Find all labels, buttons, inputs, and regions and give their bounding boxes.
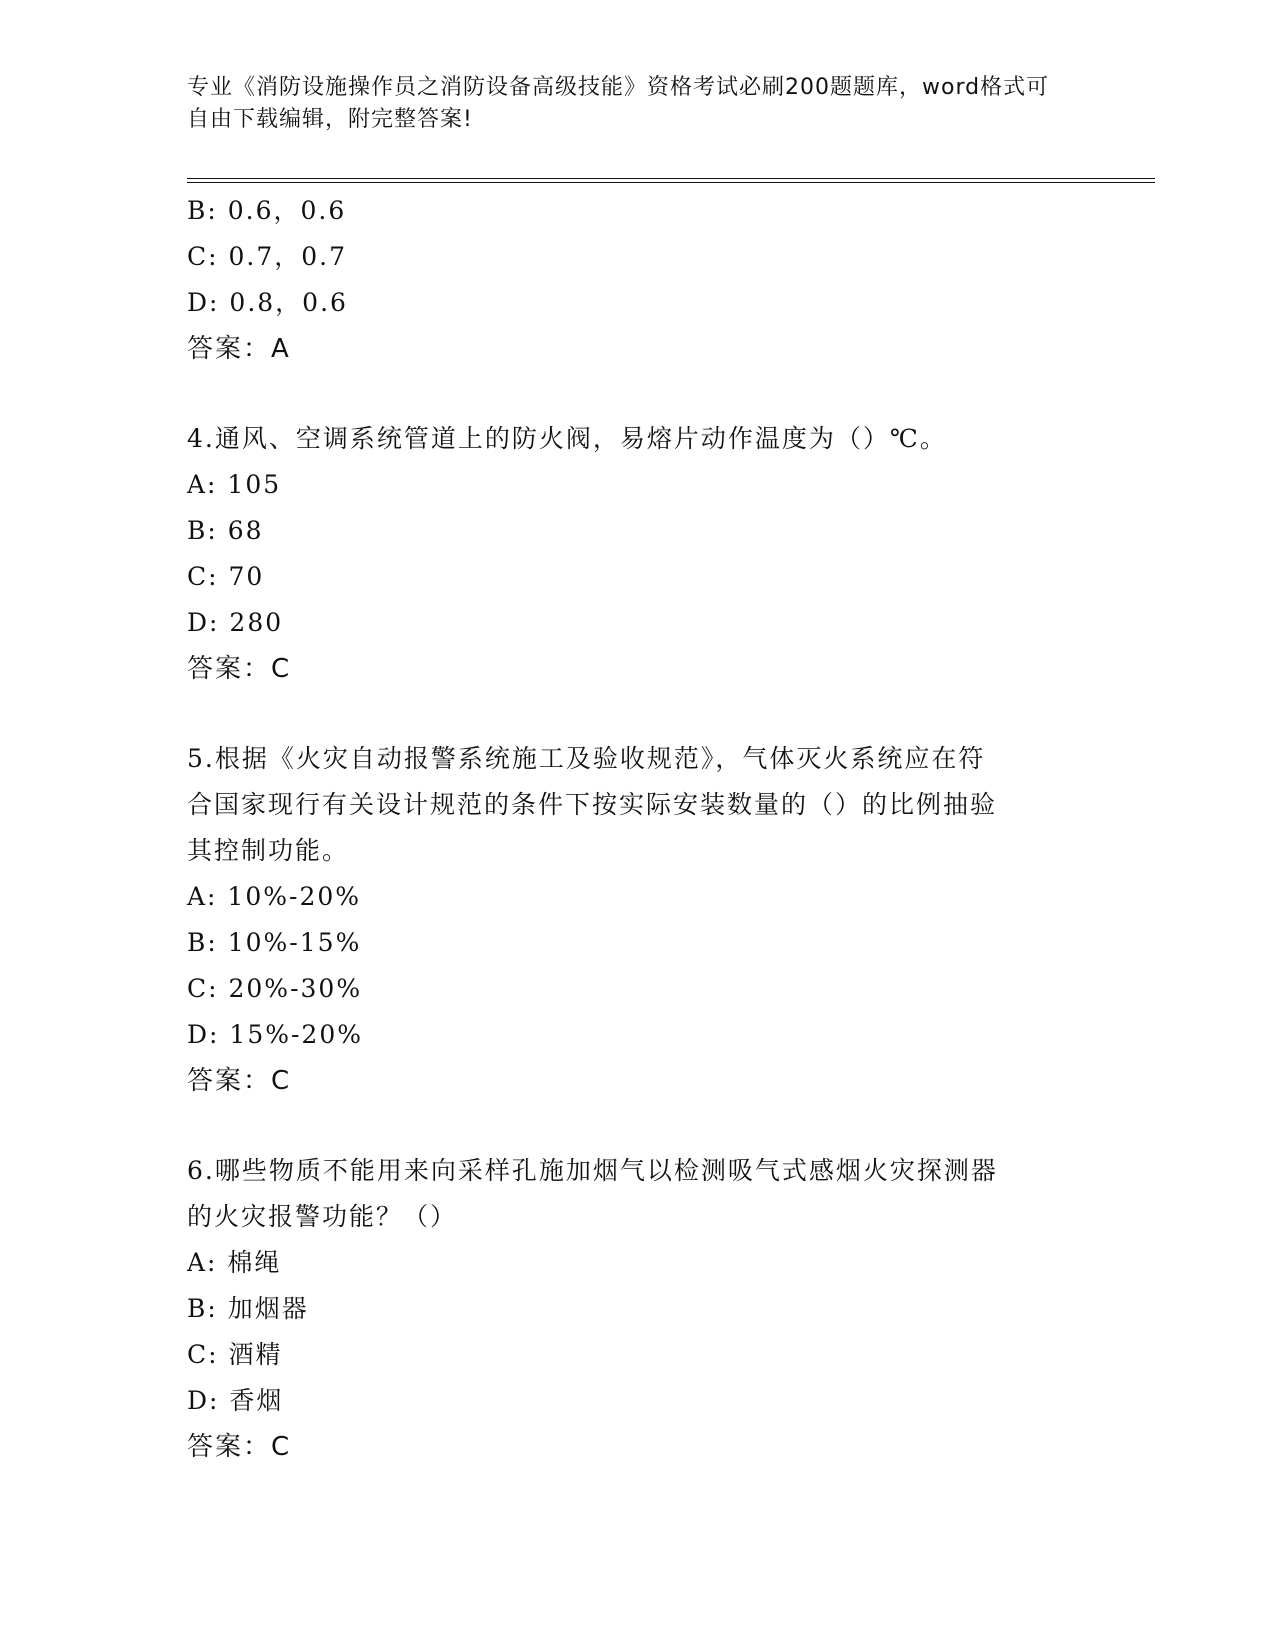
option-a: A: 10%-20%: [187, 882, 362, 911]
option-d: D: 280: [187, 608, 284, 637]
question-block-6: [187, 1148, 1067, 1470]
question-text-line-2: 合国家现行有关设计规范的条件下按实际安装数量的（）的比例抽验: [187, 790, 998, 819]
option-d: D: 香烟: [187, 1386, 284, 1415]
question-text: 4.通风、空调系统管道上的防火阀，易熔片动作温度为（）℃。: [187, 424, 947, 453]
question-text-line-3: 其控制功能。: [187, 836, 350, 865]
option-b: B: 10%-15%: [187, 928, 362, 957]
answer-line: 答案：C: [187, 1432, 292, 1462]
question-text-line-2: 的火灾报警功能？（）: [187, 1202, 458, 1231]
option-a: A: 105: [187, 470, 282, 499]
header-rule-bottom: [187, 182, 1155, 183]
option-b: B: 68: [187, 516, 264, 545]
document-header: [187, 72, 1067, 136]
option-c: C: 20%-30%: [187, 974, 363, 1003]
option-c: C: 0.7，0.7: [187, 242, 348, 271]
question-list: [187, 188, 1067, 1470]
option-c: C: 70: [187, 562, 265, 591]
option-c: C: 酒精: [187, 1340, 283, 1369]
question-block-4: [187, 416, 1067, 692]
answer-line: 答案：A: [187, 334, 291, 364]
question-block-5: [187, 736, 1067, 1104]
option-b: B: 加烟器: [187, 1294, 309, 1323]
option-a: A: 棉绳: [187, 1248, 282, 1277]
answer-line: 答案：C: [187, 654, 292, 684]
option-d: D: 15%-20%: [187, 1020, 363, 1049]
header-rule-top: [187, 178, 1155, 179]
document-title: 专业《消防设施操作员之消防设备高级技能》资格考试必刷200题题库，word格式可自由下载编辑，附完整答案!: [187, 75, 1050, 132]
question-block-3: [187, 188, 1067, 372]
option-b: B: 0.6，0.6: [187, 196, 347, 225]
option-d: D: 0.8，0.6: [187, 288, 348, 317]
answer-line: 答案：C: [187, 1066, 292, 1096]
question-text-line-1: 5.根据《火灾自动报警系统施工及验收规范》，气体灭火系统应在符: [187, 744, 986, 773]
question-text-line-1: 6.哪些物质不能用来向采样孔施加烟气以检测吸气式感烟火灾探测器: [187, 1156, 998, 1185]
